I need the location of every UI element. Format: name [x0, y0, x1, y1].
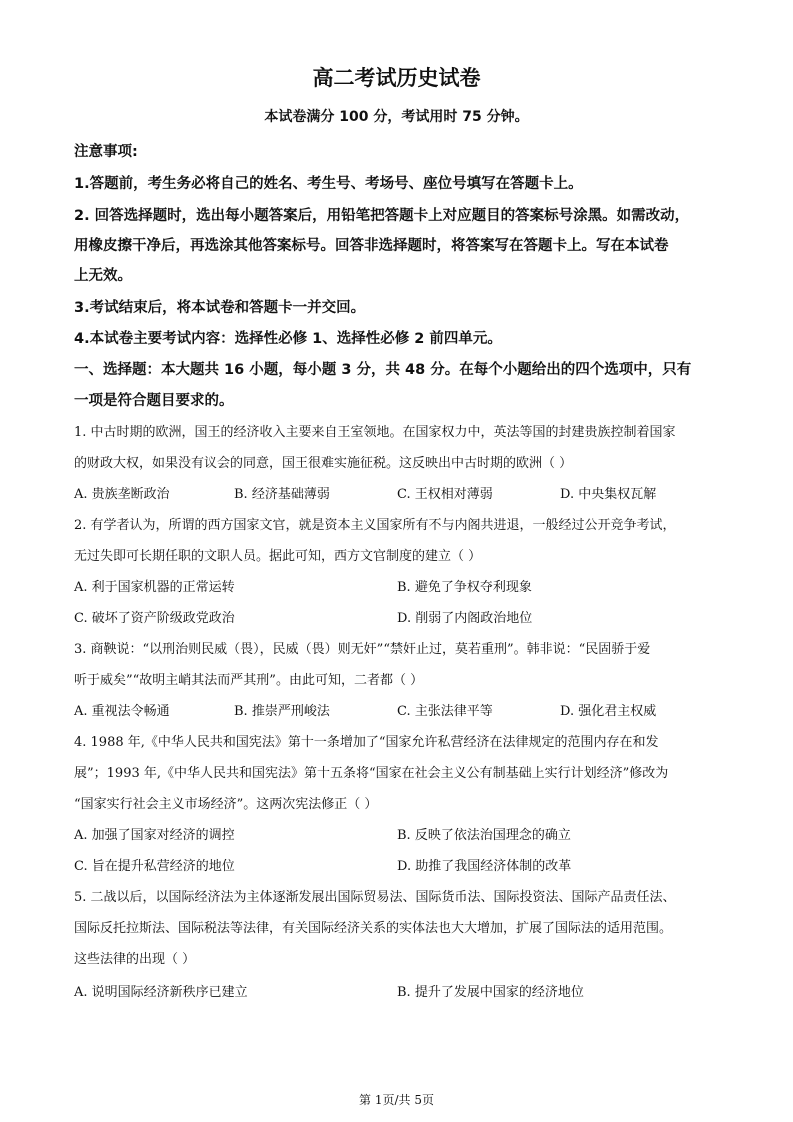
q5-stem-line-2: 国际反托拉斯法、国际税法等法律，有关国际经济关系的实体法也大大增加，扩展了国际法的适用范围。: [74, 921, 673, 936]
q2-option-b: B. 避免了争权夺利现象: [397, 580, 532, 595]
q3-option-d: D. 强化君主权威: [560, 704, 657, 719]
q1-option-c: C. 王权相对薄弱: [397, 487, 493, 502]
q4-option-c: C. 旨在提升私营经济的地位: [74, 859, 235, 874]
notice-item-2-line-2: 用橡皮擦干净后，再选涂其他答案标号。回答非选择题时，将答案写在答题卡上。写在本试卷: [74, 238, 669, 254]
notice-item-3: 3.考试结束后，将本试卷和答题卡一并交回。: [74, 300, 366, 316]
q3-stem-line-1: 3. 商鞅说：“以刑治则民威（畏），民威（畏）则无奸”“禁奸止过，莫若重刑”。韩非说：“民固骄于爱: [74, 642, 651, 657]
q1-option-a: A. 贵族垄断政治: [74, 487, 170, 502]
page-title: 高二考试历史试卷: [312, 66, 481, 90]
notice-heading: 注意事项:: [74, 144, 138, 160]
q1-stem-line-1: 1. 中古时期的欧洲，国王的经济收入主要来自王室领地。在国家权力中，英法等国的封建贵族控制着国家: [74, 425, 676, 440]
q4-stem-line-1: 4. 1988 年,《中华人民共和国宪法》第十一条增加了“国家允许私营经济在法律规定的范围内存在和发: [74, 735, 659, 750]
notice-item-2-line-3: 上无效。: [74, 268, 132, 284]
q2-stem-line-1: 2. 有学者认为，所谓的西方国家文官，就是资本主义国家所有不与内阁共进退，一般经过公开竞争考试，: [74, 518, 676, 533]
notice-item-1: 1.答题前，考生务必将自己的姓名、考生号、考场号、座位号填写在答题卡上。: [74, 176, 583, 192]
q3-stem-line-2: 听于威矣”“故明主峭其法而严其刑”。由此可知，二者都（ ）: [74, 673, 424, 688]
q4-option-b: B. 反映了依法治国理念的确立: [397, 828, 571, 843]
q1-option-d: D. 中央集权瓦解: [560, 487, 657, 502]
q4-stem-line-3: “国家实行社会主义市场经济”。这两次宪法修正（ ）: [74, 797, 378, 812]
q2-stem-line-2: 无过失即可长期任职的文职人员。据此可知，西方文官制度的建立（ ）: [74, 549, 482, 564]
q2-option-d: D. 削弱了内阁政治地位: [397, 611, 533, 626]
q5-option-a: A. 说明国际经济新秩序已建立: [74, 985, 248, 1000]
q1-stem-line-2: 的财政大权，如果没有议会的同意，国王很难实施征税。这反映出中古时期的欧洲（ ）: [74, 456, 573, 471]
section-1-heading-line-1: 一、选择题：本大题共 16 小题，每小题 3 分，共 48 分。在每个小题给出的四个选项中，只有: [74, 362, 692, 378]
q1-option-b: B. 经济基础薄弱: [234, 487, 330, 502]
q3-option-a: A. 重视法令畅通: [74, 704, 170, 719]
q2-option-a: A. 利于国家机器的正常运转: [74, 580, 235, 595]
notice-item-4: 4.本试卷主要考试内容：选择性必修 1、选择性必修 2 前四单元。: [74, 331, 502, 347]
q2-option-c: C. 破坏了资产阶级政党政治: [74, 611, 235, 626]
q4-stem-line-2: 展”；1993 年,《中华人民共和国宪法》第十五条将“国家在社会主义公有制基础上实行计划经济”修改为: [74, 766, 669, 781]
q5-stem-line-1: 5. 二战以后，以国际经济法为主体逐渐发展出国际贸易法、国际货币法、国际投资法、国际产品责任法、: [74, 890, 676, 905]
q4-option-d: D. 助推了我国经济体制的改革: [397, 859, 572, 874]
q3-option-b: B. 推崇严刑峻法: [234, 704, 330, 719]
notice-item-2-line-1: 2. 回答选择题时，选出每小题答案后，用铅笔把答题卡上对应题目的答案标号涂黑。如需改动，: [74, 208, 690, 224]
q4-option-a: A. 加强了国家对经济的调控: [74, 828, 235, 843]
q5-option-b: B. 提升了发展中国家的经济地位: [397, 985, 584, 1000]
page-subtitle: 本试卷满分 100 分，考试用时 75 分钟。: [264, 109, 529, 125]
section-1-heading-line-2: 一项是符合题目要求的。: [74, 393, 234, 409]
page-footer: 第 1页/共 5页: [359, 1093, 434, 1107]
q5-stem-line-3: 这些法律的出现（ ）: [74, 952, 196, 967]
q3-option-c: C. 主张法律平等: [397, 704, 493, 719]
